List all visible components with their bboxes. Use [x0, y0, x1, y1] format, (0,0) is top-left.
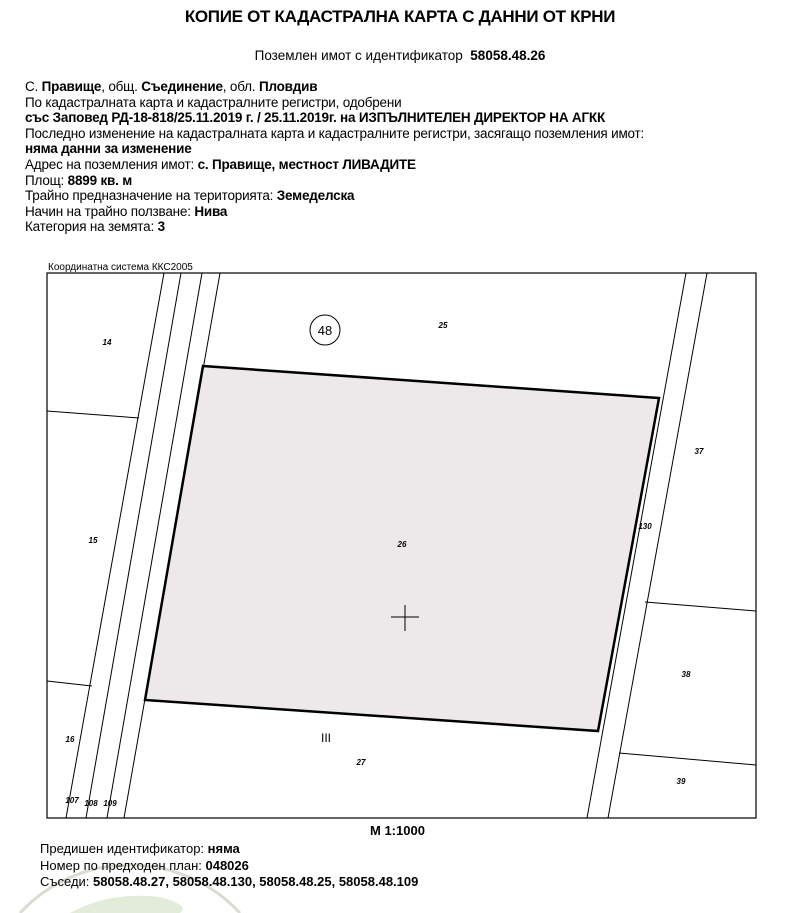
parcel-label-108: 108 — [84, 799, 98, 808]
parcel-boundary — [645, 602, 756, 611]
parcel-label-14: 14 — [102, 338, 112, 347]
previous-plan-line: Номер по предходен план: 048026 — [40, 857, 249, 873]
last-change-label: Последно изменение на кадастралната карта и кадастралните регистри, засягащо поземления имот: — [25, 125, 645, 141]
additional-info — [40, 841, 418, 891]
identifier-value: 58058.48.26 — [470, 48, 546, 63]
roman-label: III — [320, 731, 332, 745]
parcel-label-16: 16 — [65, 735, 75, 744]
category-line: Категория на земята: 3 — [25, 219, 165, 235]
document-title: КОПИЕ ОТ КАДАСТРАЛНА КАРТА С ДАННИ ОТ КРНИ — [184, 7, 616, 26]
last-change-value: няма данни за изменение — [25, 141, 192, 157]
identifier-label: Поземлен имот с идентификатор — [254, 48, 463, 63]
address-line: Адрес на поземления имот: с. Правище, местност ЛИВАДИТЕ — [25, 156, 416, 172]
area-line: Площ: 8899 кв. м — [25, 172, 132, 188]
parcel-label-37: 37 — [694, 447, 704, 456]
road-line — [66, 273, 164, 818]
location-line: С. Правище, общ. Съединение, обл. Пловдив — [25, 79, 318, 94]
parcel-boundary — [47, 411, 139, 418]
parcel-label-107: 107 — [65, 796, 79, 805]
parcel-boundary — [619, 753, 756, 765]
usage-line: Начин на трайно ползване: Нива — [25, 203, 228, 219]
block-number: 48 — [317, 323, 333, 338]
road-line — [86, 273, 181, 818]
parcel-label-27: 27 — [356, 758, 366, 767]
parcel-label-26: 26 — [397, 540, 407, 549]
parcel-label-15: 15 — [88, 536, 98, 545]
parcel-label-39: 39 — [676, 777, 686, 786]
previous-identifier-line: Предишен идентификатор: няма — [40, 841, 240, 856]
parcel-label-38: 38 — [681, 670, 691, 679]
purpose-line: Трайно предназначение на територията: Земеделска — [25, 188, 355, 204]
parcel-label-109: 109 — [103, 799, 117, 808]
parcel-label-130: 130 — [638, 522, 652, 531]
parcel-boundary — [47, 681, 92, 686]
map-scale: М 1:1000 — [370, 823, 425, 838]
coordinate-system-label: Координатна система ККС2005 — [48, 262, 193, 273]
neighbors-line: Съседи: 58058.48.27, 58058.48.130, 58058.48.25, 58058.48.109 — [40, 874, 419, 889]
approved-line: По кадастралната карта и кадастралните регистри, одобрени — [25, 94, 402, 110]
parcel-label-25: 25 — [438, 321, 448, 330]
order-line: със Заповед РД-18-818/25.11.2019 г. / 25.11.2019г. на ИЗПЪЛНИТЕЛЕН ДИРЕКТОР НА АГКК — [25, 110, 606, 126]
